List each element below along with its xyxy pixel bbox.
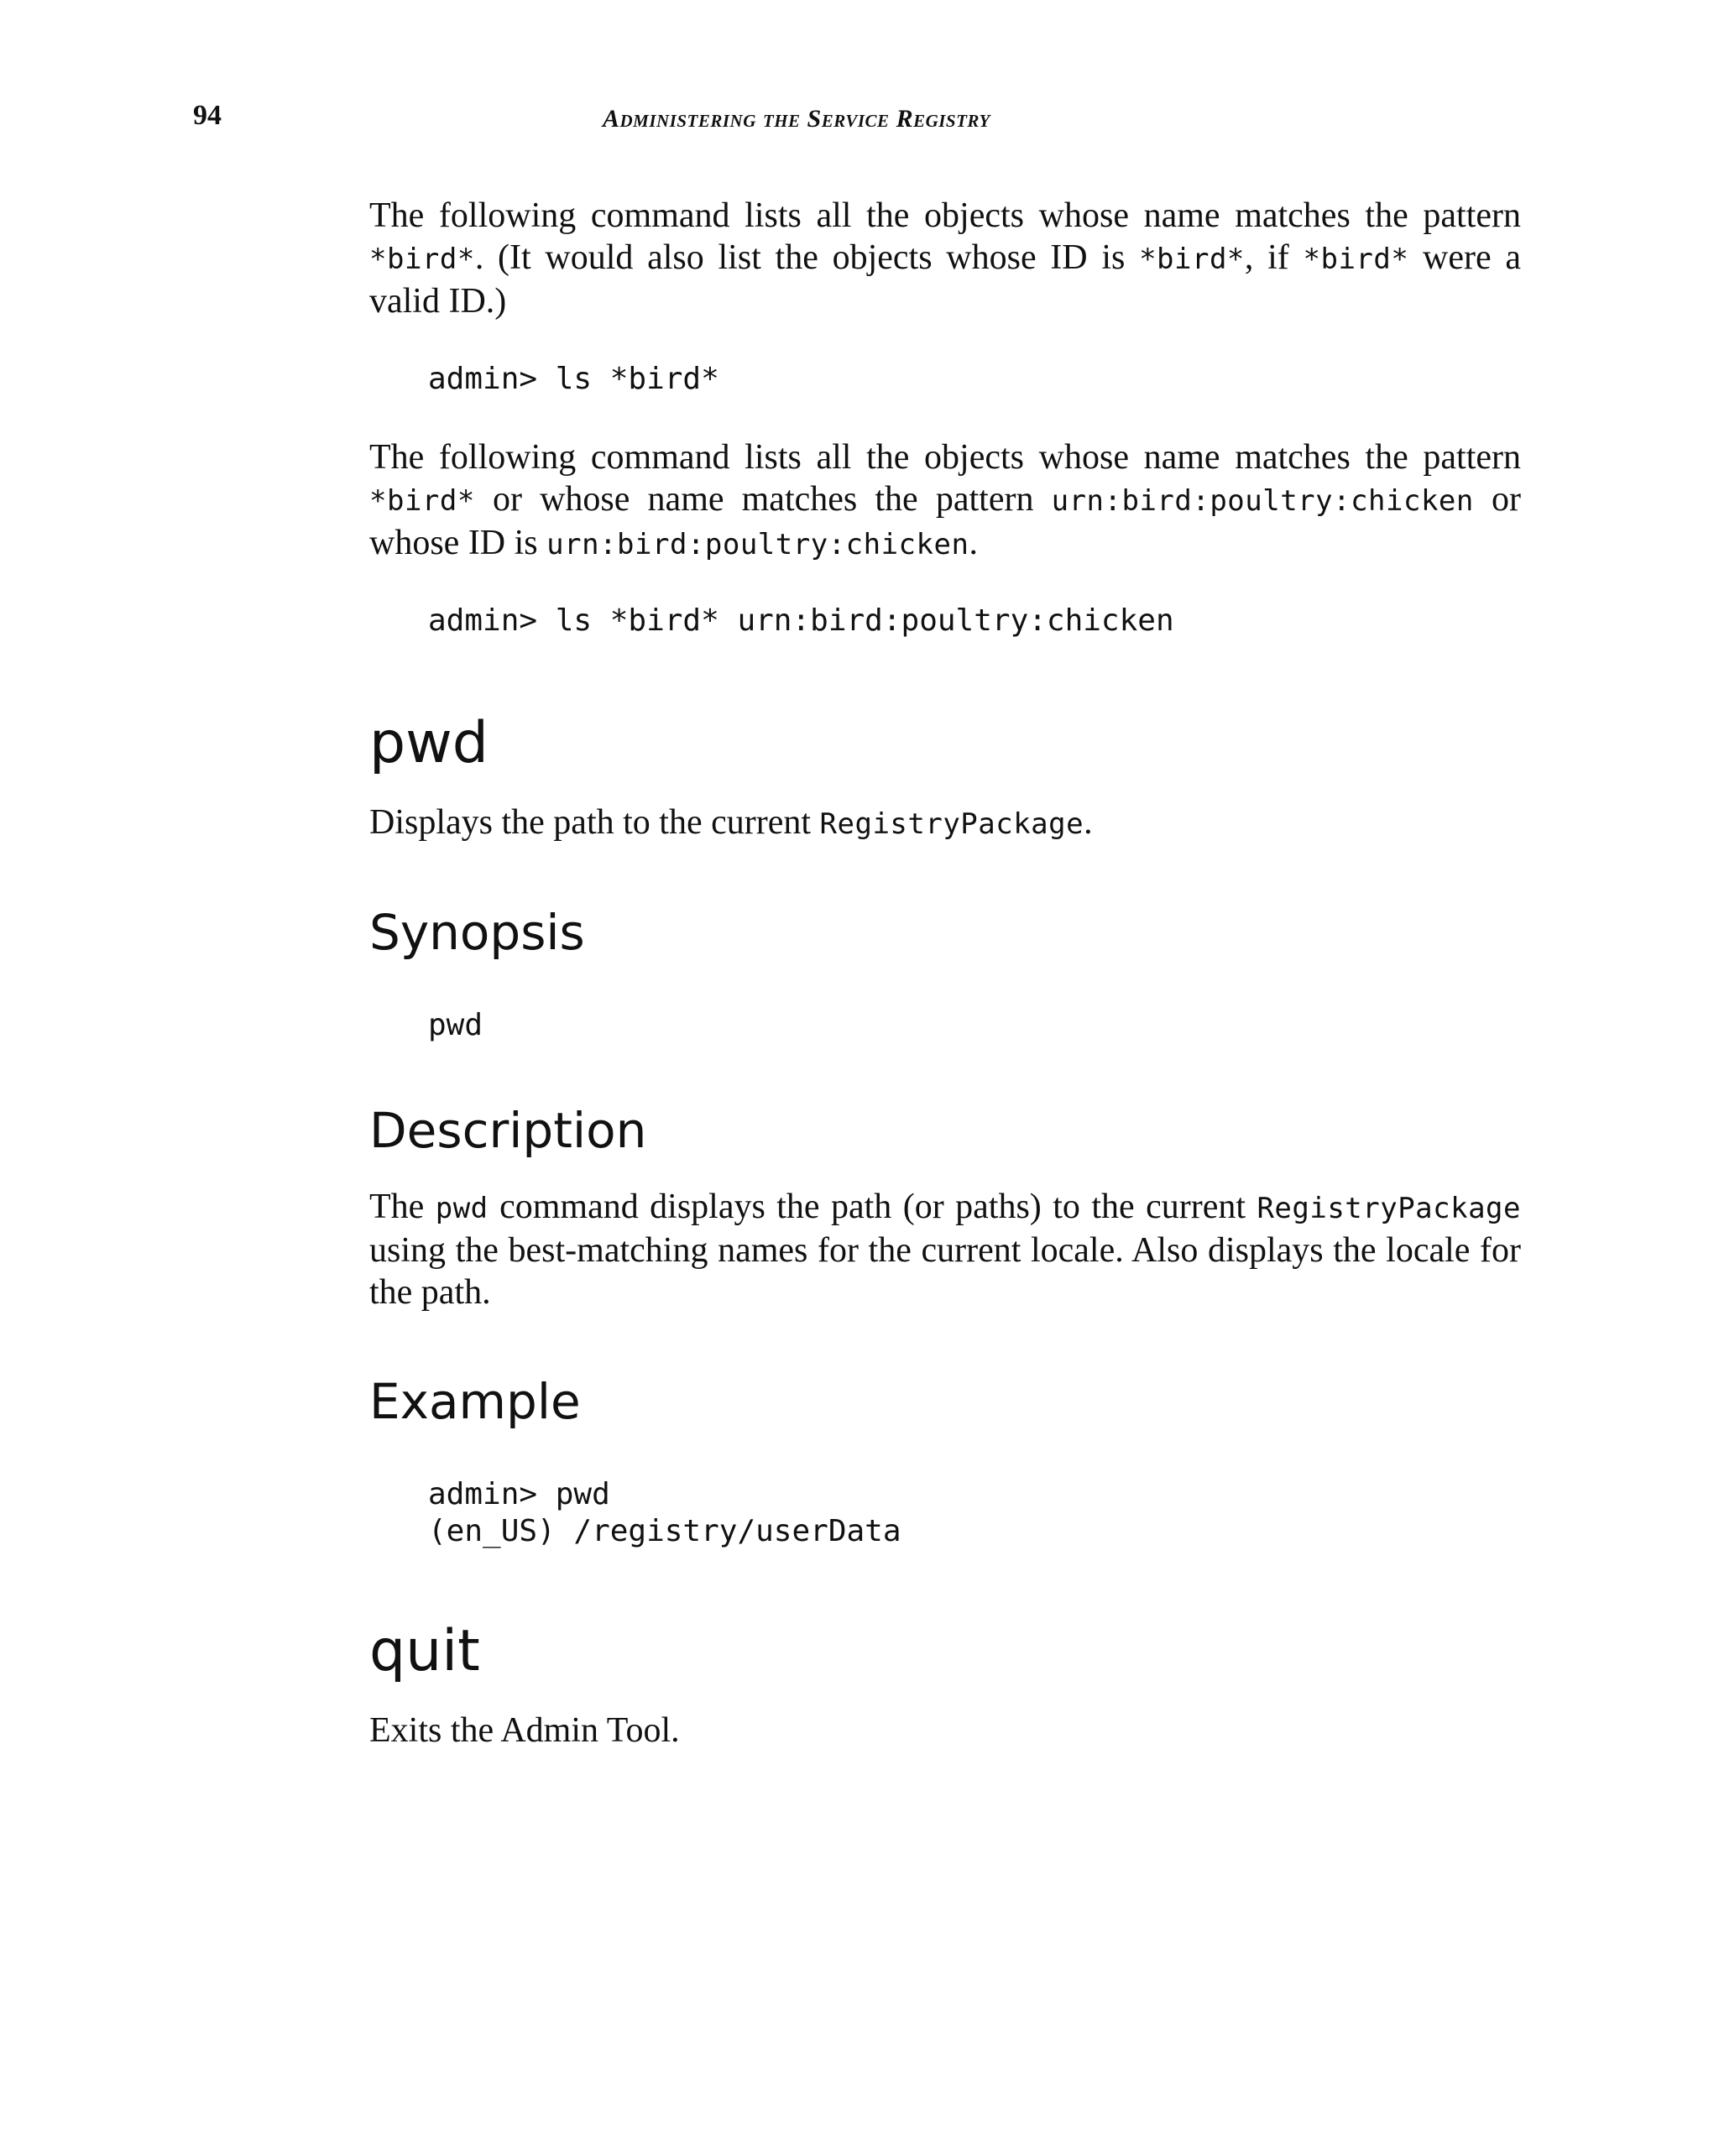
text: . (It would also list the objects whose ID is — [474, 238, 1140, 277]
inline-code: *bird* — [1139, 243, 1245, 276]
pwd-description — [369, 1186, 1521, 1313]
inline-code: RegistryPackage — [1257, 1192, 1521, 1225]
example-code-line-1: admin> pwd — [428, 1477, 610, 1511]
inline-code: urn:bird:poultry:chicken — [546, 528, 969, 561]
subheading-description: Description — [369, 1102, 647, 1159]
intro-paragraph-2 — [369, 436, 1521, 566]
quit-description: Exits the Admin Tool. — [369, 1711, 680, 1750]
subheading-example: Example — [369, 1373, 581, 1430]
text: . — [969, 524, 978, 562]
text: The following command lists all the objects whose name matches the pattern — [369, 438, 1521, 477]
pwd-summary — [369, 801, 1521, 845]
synopsis-code: pwd — [428, 1008, 483, 1042]
inline-code: *bird* — [1303, 243, 1409, 276]
quit-summary — [369, 1710, 1521, 1751]
subheading-synopsis: Synopsis — [369, 904, 585, 961]
inline-code: RegistryPackage — [819, 807, 1084, 841]
page-number: 94 — [193, 100, 222, 131]
intro-paragraph-1 — [369, 195, 1521, 322]
code-example-2: admin> ls *bird* urn:bird:poultry:chicken — [428, 603, 1174, 638]
text: or whose ID is — [369, 480, 1521, 562]
text: using the best-matching names for the current locale. Also displays the locale for the path. — [369, 1231, 1521, 1312]
inline-code: *bird* — [369, 243, 475, 276]
inline-code: pwd — [435, 1192, 489, 1225]
inline-code: *bird* — [369, 484, 475, 518]
text: or whose name matches the pattern — [474, 480, 1052, 519]
text: command displays the path (or paths) to the current — [488, 1188, 1257, 1226]
text: The following command lists all the objects whose name matches the pattern — [369, 196, 1521, 235]
inline-code: urn:bird:poultry:chicken — [1051, 484, 1474, 518]
section-heading-pwd: pwd — [369, 710, 489, 776]
section-heading-quit: quit — [369, 1618, 480, 1684]
code-example-1: admin> ls *bird* — [428, 362, 719, 396]
text: Displays the path to the current — [369, 803, 820, 842]
text: were a valid ID.) — [369, 238, 1522, 321]
example-code-line-2: (en_US) /registry/userData — [428, 1514, 901, 1548]
text: . — [1084, 803, 1093, 842]
text: , if — [1244, 238, 1304, 277]
running-header: Administering the Service Registry — [603, 105, 990, 133]
text: The — [369, 1188, 436, 1226]
